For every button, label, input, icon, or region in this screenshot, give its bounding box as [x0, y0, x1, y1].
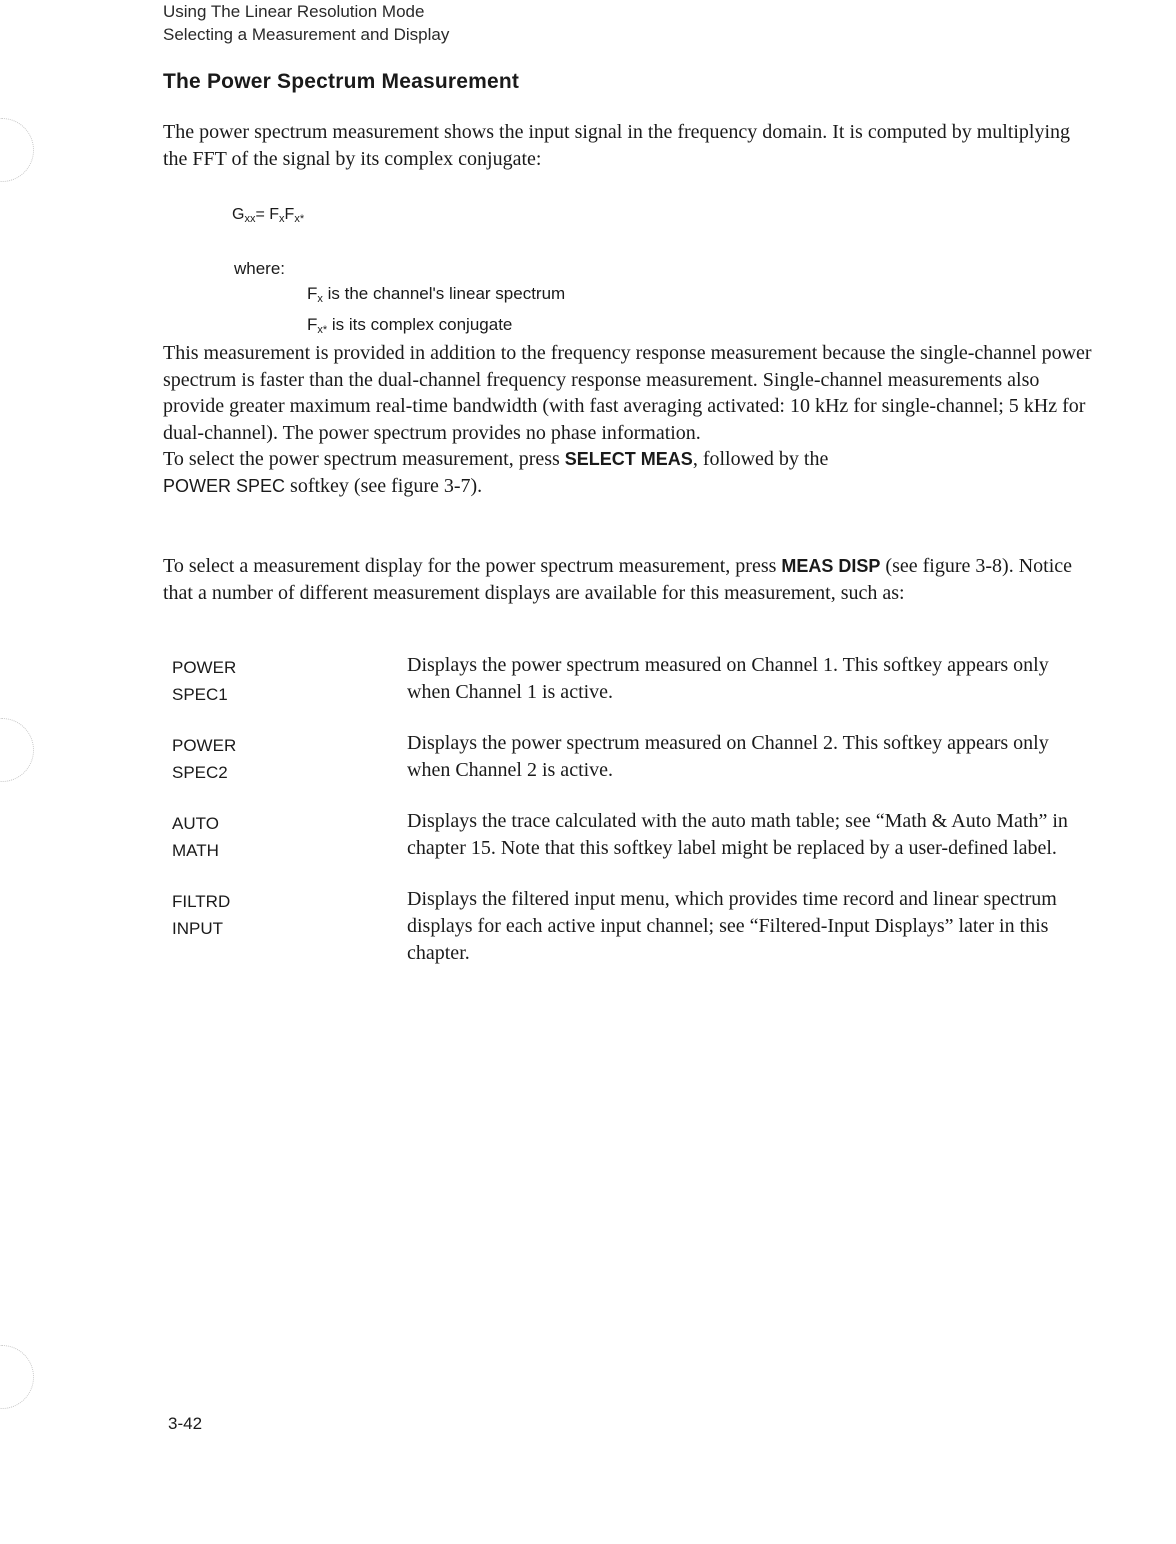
running-head-chapter: Using The Linear Resolution Mode: [163, 2, 425, 21]
softkey-description: Displays the power spectrum measured on Channel 2. This softkey appears only when Channel 2 is active.: [407, 732, 1049, 781]
eq-f2-sub: x*: [294, 213, 305, 225]
page-number: 3-42: [168, 1414, 203, 1433]
def-subscript: x: [317, 293, 323, 305]
softkey-label: FILTRD INPUT: [172, 892, 231, 938]
softkey-row: [172, 886, 1092, 967]
where-label: where:: [234, 259, 286, 278]
softkey-description: Displays the trace calculated with the auto math table; see “Math & Auto Math” in chapter 15. Note that this softkey label might be replaced by a user-defined label.: [407, 810, 1068, 859]
para3-before: To select a measurement display for the power spectrum measurement, press: [163, 555, 782, 577]
softkey-row: [172, 652, 1092, 708]
def-text: is its complex conjugate: [327, 315, 513, 334]
section-title: The Power Spectrum Measurement: [163, 70, 520, 93]
equation: [232, 206, 304, 225]
eq-f2: F: [284, 206, 295, 223]
running-head: [163, 0, 449, 46]
eq-f1-sub: x: [279, 213, 285, 225]
definitions: [307, 281, 565, 343]
body-paragraph-2: [163, 340, 1093, 499]
eq-equals: =: [255, 206, 270, 223]
softkey-description: Displays the filtered input menu, which provides time record and linear spectrum displays for each active input channel; see “Filtered-Input Displays” later in this chapter.: [407, 888, 1057, 964]
softkey-label: POWER SPEC1: [172, 658, 237, 704]
eq-lhs-sub: xx: [244, 213, 256, 225]
eq-lhs: G: [232, 206, 245, 223]
softkey-label: POWER SPEC2: [172, 736, 237, 782]
binder-hole-bottom: [0, 1345, 34, 1409]
para3-after: (see figure 3-8). Notice that a number of different measurement displays are available for this measurement, such as:: [163, 555, 1073, 604]
binder-hole-middle: [0, 718, 34, 782]
para2-text: This measurement is provided in addition to the frequency response measurement because the single-channel power spectrum is faster than the dual-channel frequency response measurement. Single-channel measurements also provide greater maximum real-time bandwidth (with fast averaging activated: 10 kHz for single-channel; 5 kHz for dual-channel). The power spectrum provides no phase information.: [163, 342, 1092, 444]
para2-select-after: , followed by the: [692, 448, 829, 470]
def-symbol: F: [307, 315, 318, 334]
def-subscript: x*: [317, 324, 328, 336]
intro-paragraph: The power spectrum measurement shows the input signal in the frequency domain. It is computed by multiplying the FFT of the signal by its complex conjugate:: [163, 121, 1071, 170]
para2-softkey-after: softkey (see figure 3-7).: [285, 474, 483, 497]
binder-hole-top: [0, 118, 34, 182]
def-symbol: F: [307, 284, 318, 303]
def-text: is the channel's linear spectrum: [322, 284, 566, 303]
softkey-list: [172, 652, 1092, 967]
select-meas-key: SELECT MEAS: [564, 449, 693, 469]
body-paragraph-3: [163, 553, 1093, 606]
softkey-label: AUTO MATH: [172, 814, 219, 860]
definition-item: [307, 281, 565, 312]
para2-select-before: To select the power spectrum measurement, press: [163, 448, 565, 470]
softkey-description: Displays the power spectrum measured on Channel 1. This softkey appears only when Channel 1 is active.: [407, 654, 1049, 703]
definition-item: [307, 312, 565, 343]
meas-disp-key: MEAS DISP: [781, 556, 881, 576]
running-head-section: Selecting a Measurement and Display: [163, 25, 450, 44]
eq-f1: F: [269, 206, 280, 223]
softkey-row: [172, 808, 1092, 864]
power-spec-softkey: POWER SPEC: [163, 475, 286, 496]
softkey-row: [172, 730, 1092, 786]
